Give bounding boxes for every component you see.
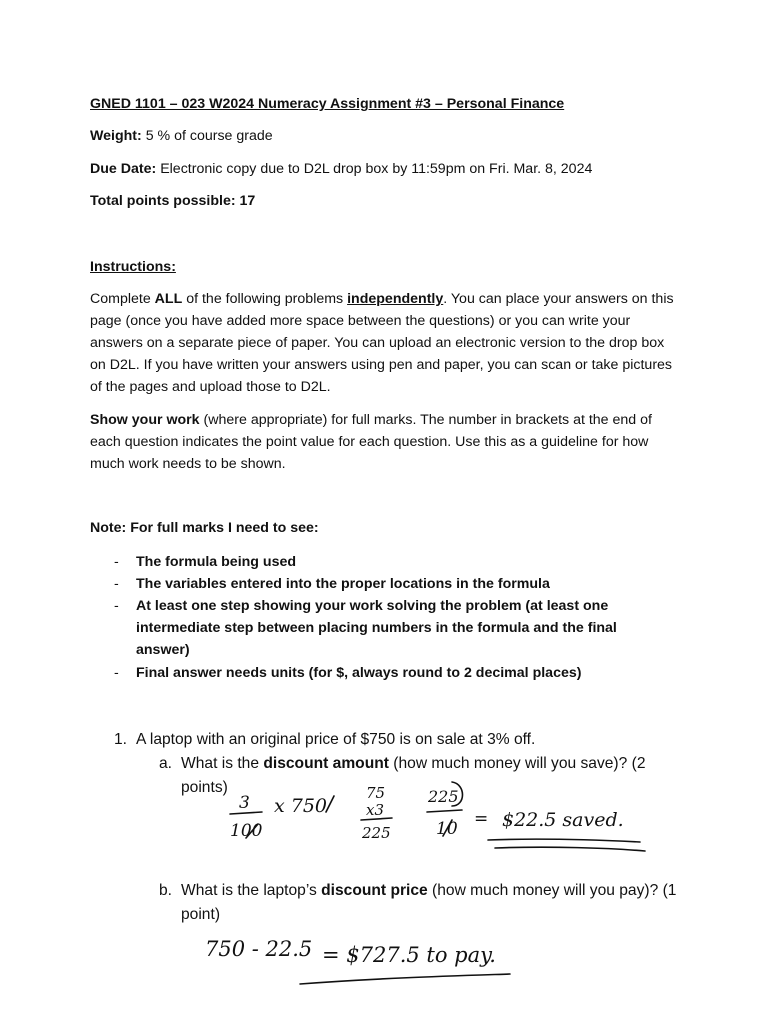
instructions-heading: Instructions: [90, 259, 176, 275]
hw-text: 750 - 22.5 [205, 937, 313, 961]
independently-emphasis: independently [347, 291, 444, 307]
all-emphasis: ALL [154, 291, 183, 307]
hw-text: = $727.5 to pay. [322, 943, 496, 967]
discount-amount-emphasis: discount amount [263, 755, 389, 772]
note-item-text: Final answer needs units (for $, always round to 2 decimal places) [136, 665, 582, 681]
hw-text: 100 [230, 821, 263, 841]
discount-price-emphasis: discount price [321, 882, 428, 899]
instructions-text: Complete [90, 291, 155, 307]
note-item-text: At least one step showing your work solving the problem (at least one intermediate step between placing numbers in the formula and the final answer) [136, 598, 617, 658]
bullet-dash: - [114, 554, 119, 570]
total-points-label: Total points possible: [90, 193, 236, 209]
hw-text: 10 [436, 819, 458, 839]
hw-text: 225 [362, 824, 391, 842]
hw-text: 75 [366, 784, 386, 802]
due-date-label: Due Date: [90, 161, 157, 177]
note-heading: Note: For full marks I need to see: [90, 520, 319, 536]
weight-label: Weight: [90, 128, 142, 144]
question-text: (how much money will you save)? (2 points) [181, 755, 646, 796]
question-text: (how much money will you pay)? (1 point) [181, 882, 677, 923]
answer-underline [300, 974, 510, 984]
due-date-value: Electronic copy due to D2L drop box by 11:59pm on Fri. Mar. 8, 2024 [160, 161, 593, 177]
bullet-dash: - [114, 576, 119, 592]
bullet-dash: - [114, 598, 119, 614]
hw-text: 3 [239, 793, 250, 813]
note-item-text: The formula being used [136, 554, 297, 570]
page-title: GNED 1101 – 023 W2024 Numeracy Assignment #3 – Personal Finance [90, 96, 565, 112]
hw-text: $22.5 saved. [502, 809, 624, 831]
weight-value: 5 % of course grade [145, 128, 273, 144]
show-work-emphasis: Show your work [90, 412, 200, 428]
question-1-text: A laptop with an original price of $750 is on sale at 3% off. [136, 731, 536, 748]
instructions-text: of the following problems [182, 291, 348, 307]
instructions-text: . You can place your answers on this page (once you have added more space between the questions) or you can write your answers on a separate piece of paper. You can upload an electronic version to the drop box on D2L. If you have written your answers using pen and paper, you can scan or take pictures of the pages and upload those to D2L. [90, 291, 674, 395]
hw-text: x3 [366, 801, 385, 819]
question-1b-letter: b. [159, 882, 173, 899]
note-item-text: The variables entered into the proper locations in the formula [136, 576, 550, 592]
total-points-value: 17 [239, 193, 256, 209]
hw-text: x 750 [274, 795, 328, 817]
hw-text: = [474, 809, 489, 829]
question-1-number: 1. [114, 731, 128, 748]
hw-text: 225 [428, 787, 459, 806]
question-1a-letter: a. [159, 755, 173, 772]
question-text: What is the [181, 755, 264, 772]
question-text: What is the laptop’s [181, 882, 322, 899]
show-work-text: (where appropriate) for full marks. The number in brackets at the end of each question indicates the point value for each question. Use this as a guideline for how much work needs to be shown. [90, 412, 652, 472]
bullet-dash: - [114, 665, 119, 681]
